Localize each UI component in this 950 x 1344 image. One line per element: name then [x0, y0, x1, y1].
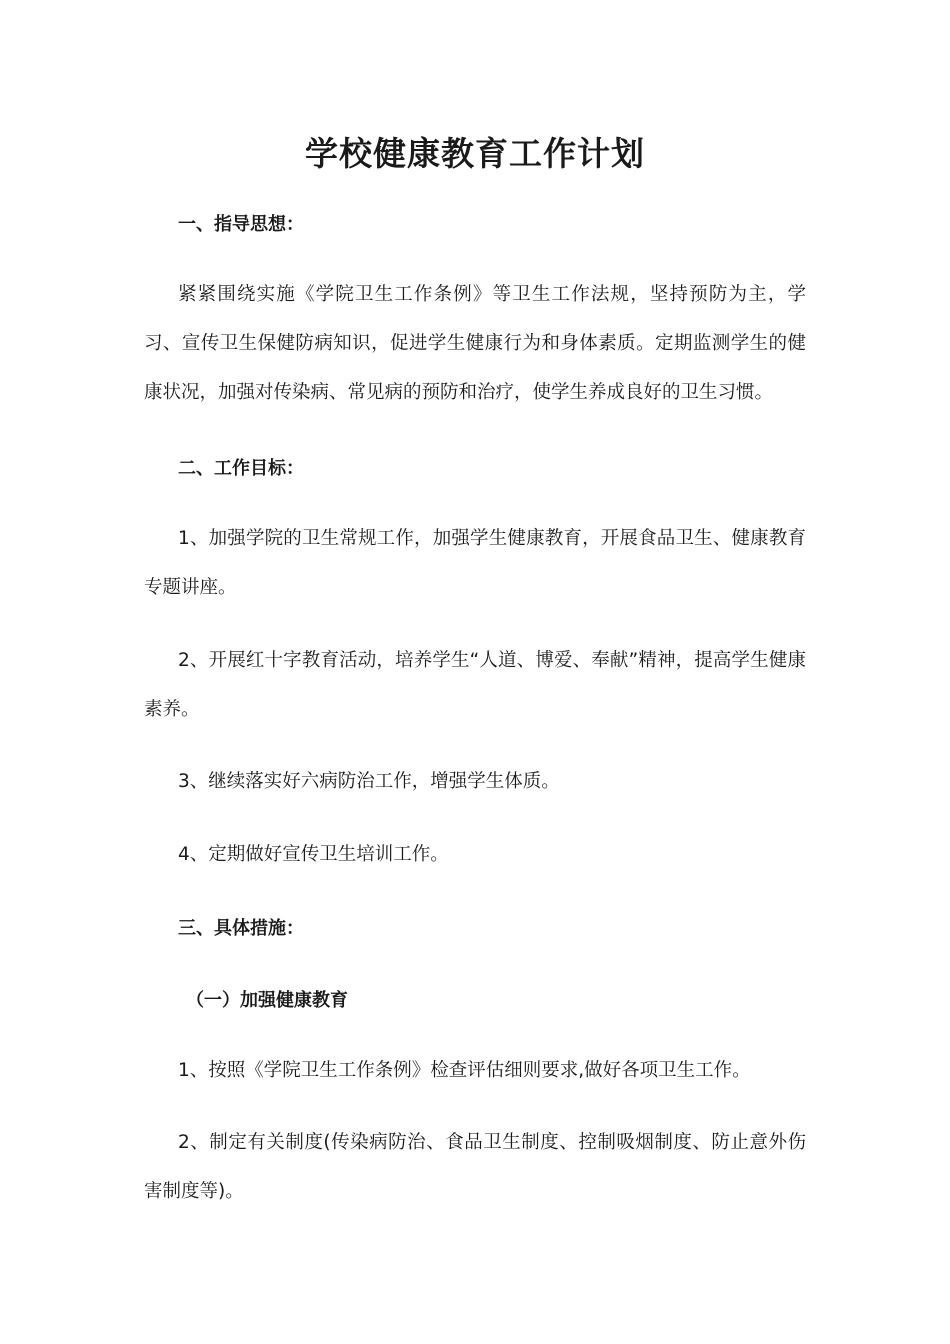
- list-item: 1、加强学院的卫生常规工作，加强学生健康教育，开展食品卫生、健康教育专题讲座。: [144, 528, 806, 598]
- section-heading-work-goals: 二、工作目标：: [178, 458, 304, 479]
- list-item: 1、按照《学院卫生工作条例》检查评估细则要求,做好各项卫生工作。: [178, 1060, 751, 1081]
- measure-item-2: [144, 1118, 806, 1216]
- document-title: 学校健康教育工作计划: [305, 134, 645, 173]
- subsection-heading-health-education: （一）加强健康教育: [186, 990, 348, 1011]
- goal-item-2: [144, 636, 806, 734]
- goal-item-1: [144, 514, 806, 612]
- measure-item-1: [144, 1046, 806, 1095]
- list-item: 2、制定有关制度(传染病防治、食品卫生制度、控制吸烟制度、防止意外伤害制度等)。: [144, 1132, 806, 1202]
- paragraph: 紧紧围绕实施《学院卫生工作条例》等卫生工作法规，坚持预防为主，学习、宣传卫生保健防病知识，促进学生健康行为和身体素质。定期监测学生的健康状况，加强对传染病、常见病的预防和治疗，使学生养成良好的卫生习惯。: [144, 284, 806, 403]
- list-item: 4、定期做好宣传卫生培训工作。: [178, 844, 449, 865]
- section-paragraph-guiding-ideology: [144, 270, 806, 417]
- section-heading-guiding-ideology: 一、指导思想：: [178, 214, 304, 235]
- goal-item-3: [144, 757, 806, 806]
- goal-item-4: [144, 830, 806, 879]
- section-heading-specific-measures: 三、具体措施：: [178, 918, 304, 939]
- list-item: 2、开展红十字教育活动，培养学生“人道、博爱、奉献”精神，提高学生健康素养。: [144, 650, 806, 720]
- list-item: 3、继续落实好六病防治工作，增强学生体质。: [178, 771, 560, 792]
